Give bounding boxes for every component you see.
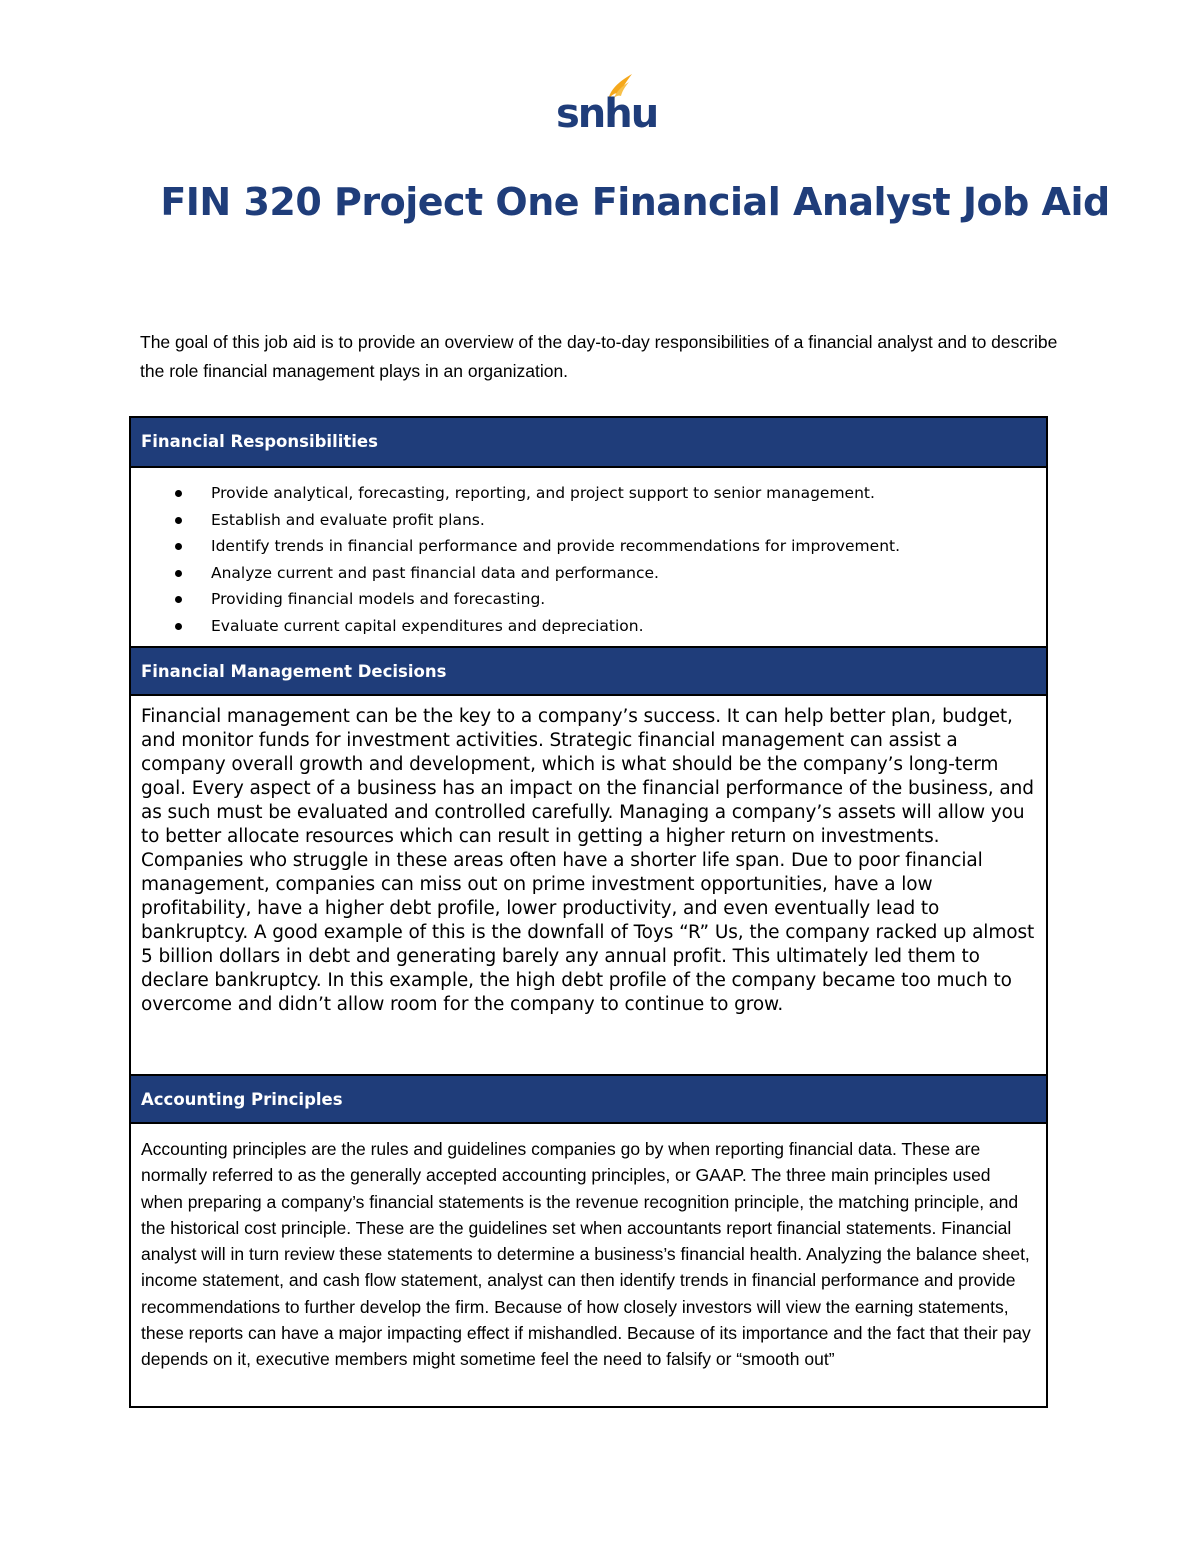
job-aid-table — [129, 416, 1048, 1408]
document-title: FIN 320 Project One Financial Analyst Job Aid — [160, 180, 1110, 224]
list-item: Provide analytical, forecasting, reporting, and project support to senior management. — [171, 480, 900, 507]
accounting-paragraph: Accounting principles are the rules and guidelines companies go by when reporting financial data. These are normally referred to as the generally accepted accounting principles, or GAAP. The three main principles used when preparing a company’s financial statements is the revenue recognition principle, the matching principle, and the historical cost principle. These are the guidelines set when accountants report financial statements. Financial analyst will in turn review these statements to determine a business’s financial health. Analyzing the balance sheet, income statement, and cash flow statement, analyst can then identify trends in financial performance and provide recommendations to further develop the firm. Because of how closely investors will view the earning statements, these reports can have a major impacting effect if mishandled. Because of its importance and the fact that their pay depends on it, executive members might sometime feel the need to falsify or “smooth out” — [141, 1139, 1031, 1370]
list-item: Providing financial models and forecasting. — [171, 586, 900, 613]
logo-wordmark: snhu — [556, 91, 658, 137]
list-item: Analyze current and past financial data and performance. — [171, 560, 900, 587]
section-header-accounting — [131, 1076, 1046, 1124]
section-heading: Financial Responsibilities — [141, 432, 378, 451]
list-item: Evaluate current capital expenditures and depreciation. — [171, 613, 900, 640]
list-item: Establish and evaluate profit plans. — [171, 507, 900, 534]
snhu-logo — [556, 72, 658, 137]
management-paragraph: Financial management can be the key to a company’s success. It can help better plan, budget, and monitor funds for investment activities. Strategic financial management can assist a company overall growth and development, which is what should be the company’s long-term goal. Every aspect of a business has an impact on the financial performance of the business, and as such must be evaluated and controlled carefully. Managing a company’s assets will allow you to better allocate resources which can result in getting a higher return on investments. Companies who struggle in these areas often have a shorter life span. Due to poor financial management, companies can miss out on prime investment opportunities, have a low profitability, have a higher debt profile, lower productivity, and even eventually lead to bankruptcy. A good example of this is the downfall of Toys “R” Us, the company racked up almost 5 billion dollars in debt and generating barely any annual profit. This ultimately led them to declare bankruptcy. In this example, the high debt profile of the company became too much to overcome and didn’t allow room for the company to continue to grow. — [141, 706, 1035, 1015]
responsibilities-list — [171, 480, 900, 639]
section-header-responsibilities — [131, 418, 1046, 468]
intro-paragraph: The goal of this job aid is to provide an overview of the day-to-day responsibilities of a financial analyst and to describe the role financial management plays in an organization. — [140, 332, 1058, 381]
section-heading: Financial Management Decisions — [141, 662, 447, 681]
list-item: Identify trends in financial performance and provide recommendations for improvement. — [171, 533, 900, 560]
section-heading: Accounting Principles — [141, 1090, 343, 1109]
section-header-management — [131, 648, 1046, 696]
